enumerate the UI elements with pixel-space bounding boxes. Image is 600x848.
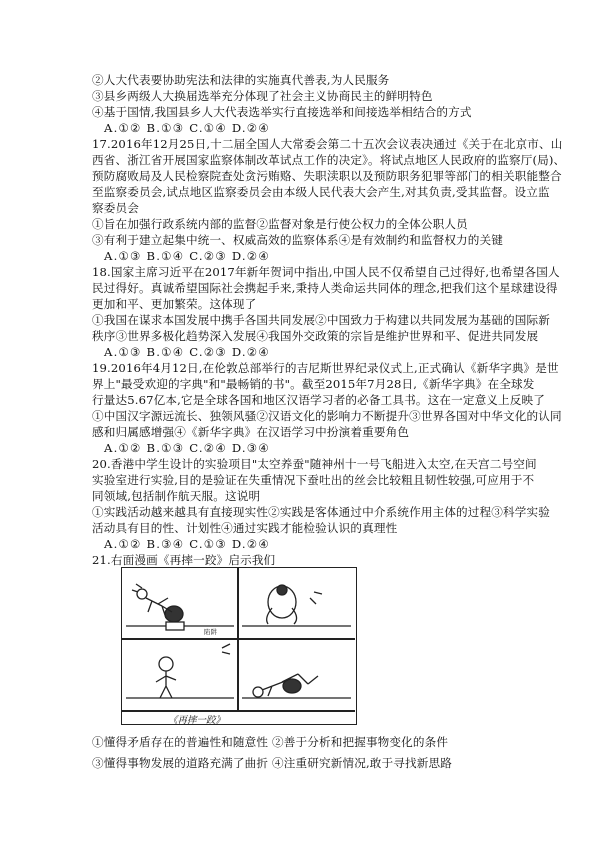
q18-statement: ①我国在谋求本国发展中携手各国共同发展②中国致力于构建以共同发展为基础的国际新 — [92, 313, 551, 327]
q21-stem: 21.右面漫画《再摔一跤》启示我们 — [92, 553, 276, 567]
q17-statement: ③有利于建立起集中统一、权威高效的监察体系④是有效制约和监督权力的关键 — [92, 233, 504, 247]
q20-stem-line: 20.香港中学生设计的实验项目"太空养蚕"随神州十一号飞船进入太空,在天宫二号空间 — [92, 457, 537, 471]
q19-choices: A.①② B.①③ C.②④ D.③④ — [104, 441, 270, 455]
q18-choices: A.①③ B.①④ C.②③ D.②④ — [104, 345, 270, 359]
q16-option-2: ②人大代表要协助宪法和法律的实施真代善表,为人民服务 — [92, 73, 390, 87]
q20-stem-line: 实验室进行实验,目的是验证在失重情况下蚕吐出的丝会比较粗且韧性较强,可应用于不 — [92, 473, 535, 487]
q17-stem-line: 17.2016年12月25日,十二届全国人大常委会第二十五次会议表决通过《关于在北京市、山 — [92, 137, 563, 151]
q19-stem-line: 行量达5.67亿本,它是全球各国和地区汉语学习者的必备工具书。这在一定意义上反映了 — [92, 393, 546, 407]
q17-choices: A.①③ B.①④ C.②③ D.②④ — [104, 249, 270, 263]
q20-stem-line: 同领域,包括制作航天服。这说明 — [92, 489, 261, 503]
q18-stem-line: 民过得好。真诚希望国际社会携起手来,秉持人类命运共同体的理念,把我们这个星球建设得 — [92, 281, 558, 295]
comic-sign-text: 陷阱 — [204, 628, 217, 636]
comic-strip — [121, 567, 357, 725]
q21-answer-line: ①懂得矛盾存在的普遍性和随意性 ②善于分析和把握事物变化的条件 — [92, 735, 449, 749]
q17-stem-line: 预防腐败局及人民检察院查处贪污贿赂、失职渎职以及预防职务犯罪等部门的相关职能整合 — [92, 169, 562, 183]
q18-stem-line: 18.国家主席习近平在2017年新年贺词中指出,中国人民不仅希望自己过得好,也希望各国人 — [92, 265, 560, 279]
q21-answer-line: ③懂得事物发展的道路充满了曲折 ④注重研究新情况,敢于寻找新思路 — [92, 756, 452, 770]
q20-statement: 活动具有目的性、计划性④通过实践才能检验认识的真理性 — [92, 521, 398, 535]
q19-statement: ①中国汉字源远流长、独领风骚②汉语文化的影响力不断提升③世界各国对中华文化的认同 — [92, 409, 562, 423]
q19-statement: 感和归属感增强④《新华字典》在汉语学习中扮演着重要角色 — [92, 425, 410, 439]
comic-drawing — [122, 568, 355, 711]
q16-choices: A.①② B.①③ C.①④ D.②④ — [104, 121, 270, 135]
q16-option-3: ③县乡两级人大换届选举充分体现了社会主义协商民主的鲜明特色 — [92, 89, 433, 103]
q19-stem-line: 界上"最受欢迎的字典"和"最畅销的书"。截至2015年7月28日,《新华字典》在全球发 — [92, 377, 535, 391]
q17-stem-line: 察委员会 — [92, 201, 139, 215]
q19-stem-line: 19.2016年4月12日,在伦敦总部举行的吉尼斯世界纪录仪式上,正式确认《新华字典》是世 — [92, 361, 559, 375]
q16-option-4: ④基于国情,我国县乡人大代表选举实行直接选举和间接选举相结合的方式 — [92, 105, 472, 119]
q17-stem-line: 至监察委员会,试点地区监察委员会由本级人民代表大会产生,对其负责,受其监督。设立监 — [92, 185, 550, 199]
q17-statement: ①旨在加强行政系统内部的监督②监督对象是行使公权力的全体公职人员 — [92, 217, 468, 231]
q17-stem-line: 西省、浙江省开展国家监察体制改革试点工作的决定》。将试点地区人民政府的监察厅(局)、 — [92, 153, 566, 167]
q20-statement: ①实践活动越来越具有直接现实性②实践是客体通过中介系统作用主体的过程③科学实验 — [92, 505, 551, 519]
comic-caption: 《再摔一跤》 — [168, 715, 226, 726]
q20-choices: A.①② B.③④ C.①③ D.②④ — [104, 537, 270, 551]
q18-statement: 秩序③世界多极化趋势深入发展④我国外交政策的宗旨是维护世界和平、促进共同发展 — [92, 329, 539, 343]
q18-stem-line: 更加和平、更加繁荣。这体现了 — [92, 297, 257, 311]
